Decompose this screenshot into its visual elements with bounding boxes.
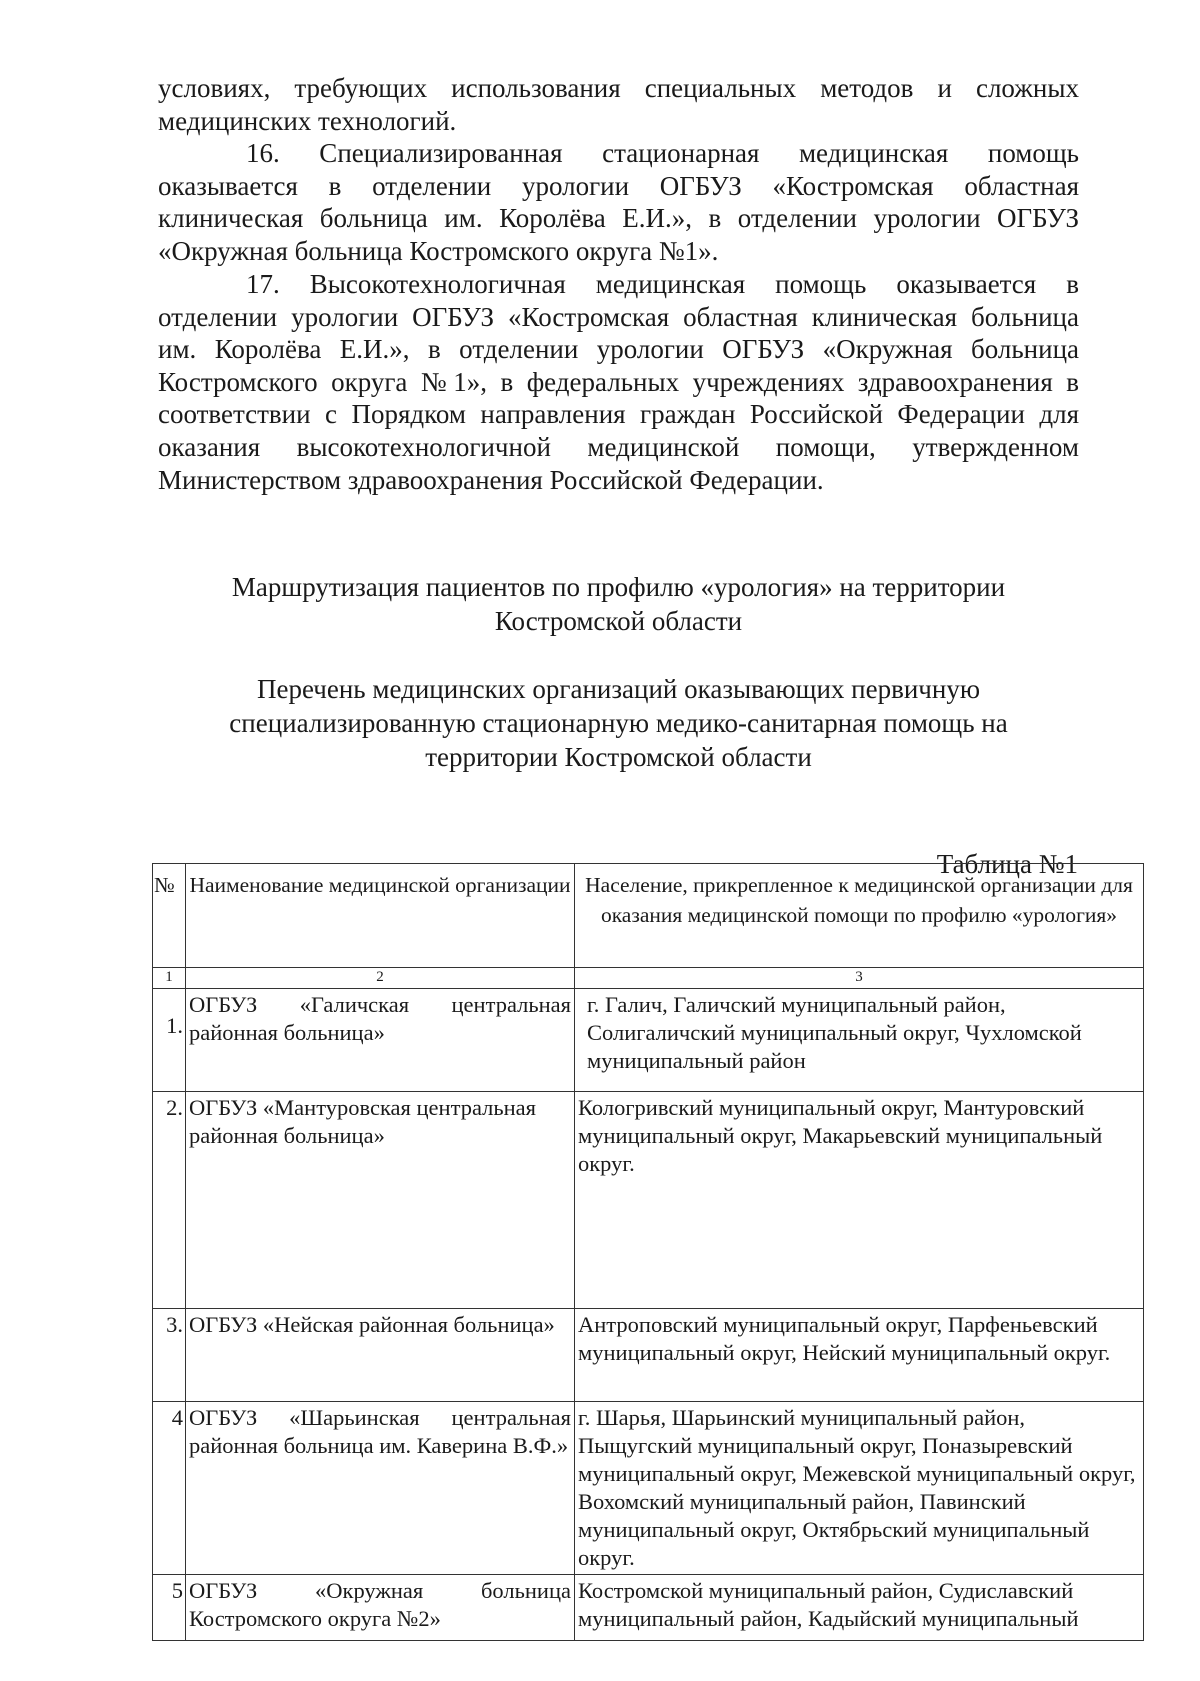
list-heading-line: специализированную стационарную медико-санитарная помощь на: [229, 708, 1008, 738]
paragraph-16: 16. Специализированная стационарная медицинская помощь оказывается в отделении урологии ОГБУЗ «Костромская областная клиническая больница им. Королёва Е.И.», в отделении урологии ОГБУЗ «Окружная больница Костромского округа №1».: [158, 138, 1079, 266]
table-row: [153, 1092, 1144, 1309]
column-number: 1: [153, 968, 186, 989]
row-num: 4: [153, 1402, 186, 1575]
table-caption: Таблица №1: [936, 849, 1078, 879]
row-org: ОГБУЗ «Шарьинская центральная районная больница им. Каверина В.Ф.»: [186, 1402, 575, 1575]
table-row: [153, 1575, 1144, 1641]
paragraph-17: 17. Высокотехнологичная медицинская помощь оказывается в отделении урологии ОГБУЗ «Костромская областная клиническая больница им. Королёва Е.И.», в отделении урологии ОГБУЗ «Окружная больница Костромского округа №1», в федеральных учреждениях здравоохранения в соответствии с Порядком направления граждан Российской Федерации для оказания высокотехнологичной медицинской помощи, утвержденном Министерством здравоохранения Российской Федерации.: [158, 269, 1079, 495]
row-population: Антроповский муниципальный округ, Парфеньевский муниципальный округ, Нейский муниципальный округ.: [575, 1309, 1144, 1402]
row-num: 1.: [153, 989, 186, 1092]
paragraph-continuation: условиях, требующих использования специальных методов и сложных медицинских технологий.: [158, 73, 1079, 136]
column-number: 2: [186, 968, 575, 989]
row-org: ОГБУЗ «Окружная больница Костромского округа №2»: [186, 1575, 575, 1641]
routing-heading-line: Костромской области: [494, 606, 743, 636]
row-org: ОГБУЗ «Мантуровская центральная районная больница»: [186, 1092, 575, 1309]
organizations-table: [152, 863, 1144, 1641]
row-org: ОГБУЗ «Галичская центральная районная больница»: [186, 989, 575, 1092]
table-row: [153, 1309, 1144, 1402]
list-heading-line: Перечень медицинских организаций оказывающих первичную: [257, 674, 980, 704]
row-population: г. Шарья, Шарьинский муниципальный район, Пыщугский муниципальный округ, Поназыревский муниципальный округ, Межевской муниципальный округ, Вохомский муниципальный район, Павинский муниципальный округ, Октябрьский муниципальный округ.: [575, 1402, 1144, 1575]
row-num: 3.: [153, 1309, 186, 1402]
header-org: Наименование медицинской организации: [186, 864, 575, 968]
row-population: Костромской муниципальный район, Судиславский муниципальный район, Кадыйский муниципальный: [575, 1575, 1144, 1641]
row-num: 2.: [153, 1092, 186, 1309]
table-header-row: [153, 864, 1144, 968]
row-population: Кологривский муниципальный округ, Мантуровский муниципальный округ, Макарьевский муниципальный округ.: [575, 1092, 1144, 1309]
column-number: 3: [575, 968, 1144, 989]
row-num: 5: [153, 1575, 186, 1641]
header-num: №: [153, 864, 186, 968]
column-numbers-row: [153, 968, 1144, 989]
header-population: Население, прикрепленное к медицинской организации для оказания медицинской помощи по профилю «урология»: [575, 864, 1144, 968]
routing-heading: [158, 570, 1079, 638]
routing-heading-line: Маршрутизация пациентов по профилю «урология» на территории: [231, 572, 1006, 602]
list-heading: [158, 672, 1079, 774]
list-heading-line: территории Костромской области: [425, 742, 812, 772]
row-population: г. Галич, Галичский муниципальный район, Солигаличский муниципальный округ, Чухломской муниципальный район: [575, 989, 1144, 1092]
table-row: [153, 989, 1144, 1092]
table-row: [153, 1402, 1144, 1575]
row-org: ОГБУЗ «Нейская районная больница»: [186, 1309, 575, 1402]
